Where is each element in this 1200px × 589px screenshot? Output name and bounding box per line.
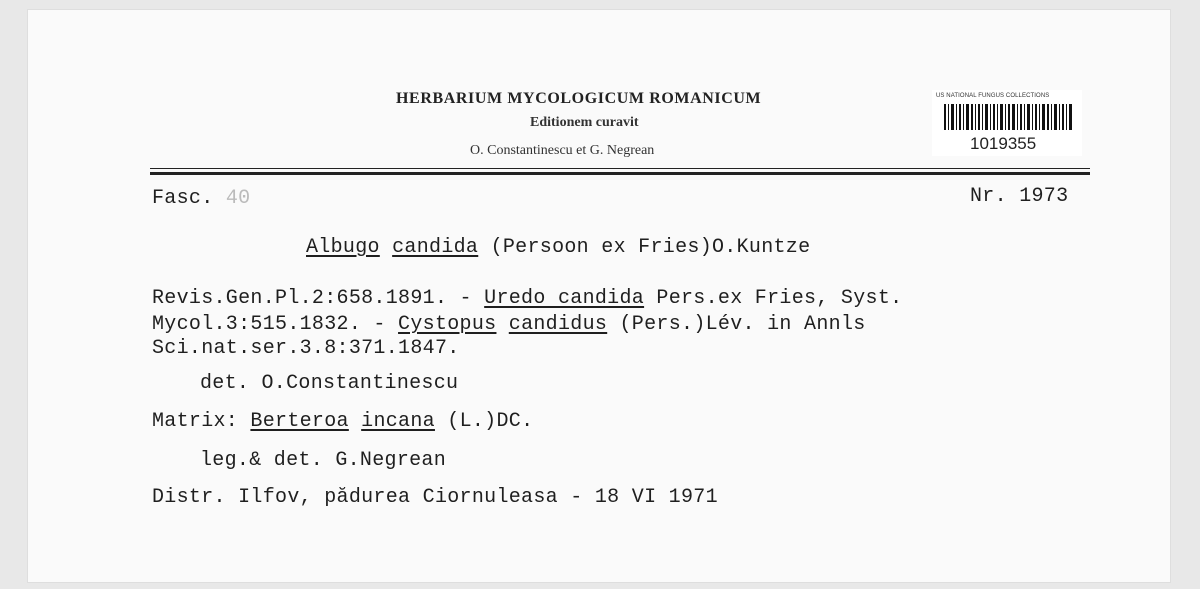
- citation-text: Revis.Gen.Pl.2:658.1891. -: [152, 287, 485, 310]
- barcode-number: 1019355: [970, 134, 1037, 153]
- specimen-number: Nr. 1973: [970, 185, 1069, 208]
- host-epithet: incana: [361, 410, 435, 433]
- species-genus: Albugo: [306, 236, 380, 259]
- synonym-epithet: candidus: [508, 313, 608, 336]
- barcode-icon: [944, 104, 1074, 130]
- synonym-uredo: Uredo candida: [484, 287, 645, 310]
- synonym-genus: Cystopus: [398, 313, 497, 336]
- citation-text: [496, 313, 508, 336]
- fascicle-number: 40: [225, 187, 251, 210]
- editor-line: Editionem curavit: [530, 115, 639, 130]
- collector-line: leg.& det. G.Negrean: [200, 449, 447, 472]
- species-epithet: candida: [392, 236, 479, 259]
- herbarium-title: HERBARIUM MYCOLOGICUM ROMANICUM: [396, 90, 762, 107]
- species-authority: (Persoon ex Fries)O.Kuntze: [490, 236, 811, 259]
- citation-line-2: [152, 313, 866, 336]
- fascicle-line: [152, 187, 250, 210]
- citation-line-1: [152, 287, 902, 310]
- citation-line-3: Sci.nat.ser.3.8:371.1847.: [152, 337, 460, 360]
- citation-text: (Pers.)Lév. in Annls: [607, 313, 866, 336]
- header-rule-thin: [150, 168, 1090, 169]
- determiner-line: det. O.Constantinescu: [200, 372, 459, 395]
- citation-text: Mycol.3:515.1832. -: [152, 313, 399, 336]
- authors-line: O. Constantinescu et G. Negrean: [470, 143, 655, 158]
- distribution-line: Distr. Ilfov, pădurea Ciornuleasa - 18 VI 1971: [152, 486, 718, 509]
- host-genus: Berteroa: [250, 410, 349, 433]
- matrix-line: [152, 410, 533, 433]
- citation-text: Pers.ex Fries, Syst.: [644, 287, 903, 310]
- matrix-label: Matrix:: [152, 410, 251, 433]
- barcode-caption: US NATIONAL FUNGUS COLLECTIONS: [936, 93, 1050, 99]
- species-name: [306, 236, 810, 259]
- host-authority: (L.)DC.: [434, 410, 534, 433]
- fascicle-label: Fasc.: [152, 187, 214, 210]
- header-rule-thick: [150, 172, 1090, 175]
- barcode-sticker: [932, 90, 1082, 156]
